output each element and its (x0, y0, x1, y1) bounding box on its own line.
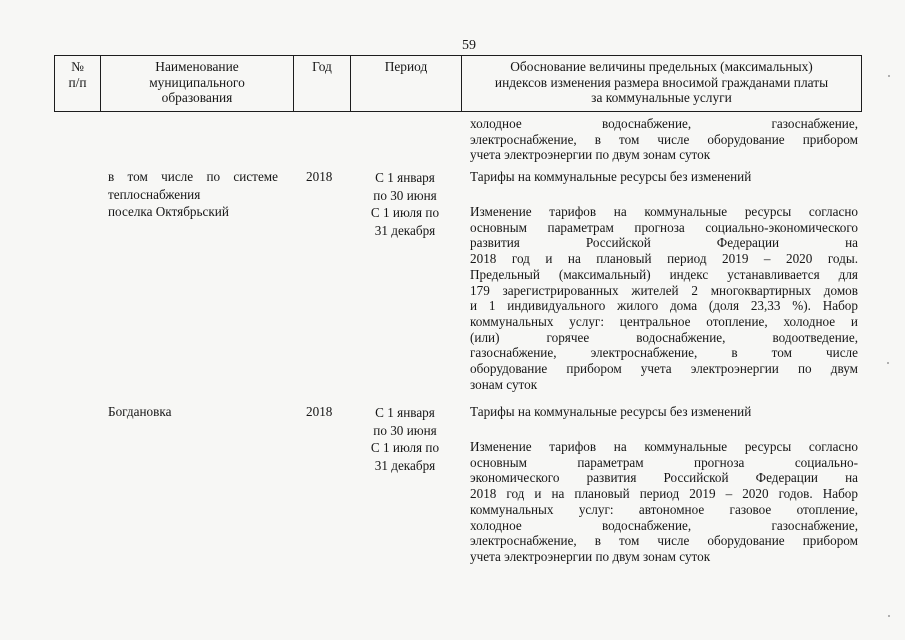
basis-line: зонам суток (470, 376, 538, 392)
basis-line: оборудование прибором учета электроэнергии по двум (470, 361, 858, 376)
basis-line: холодное водоснабжение, газоснабжение, (470, 517, 858, 533)
basis-line: электроснабжение, в том числе оборудование прибором (470, 131, 858, 147)
header-year: Год (312, 59, 332, 74)
period-line: С 1 июля по (370, 440, 440, 456)
scan-speck (888, 615, 890, 617)
basis-line: (или) горячее водоснабжение, водоотведение, (470, 329, 858, 345)
basis-line: коммунальных услуг: автономное газовое отопление, (470, 501, 858, 517)
table-header-bottom-border (54, 111, 862, 112)
basis-line: и 1 индивидуального жилого дома (доля 23,33 %). Набор (470, 298, 858, 314)
header-municipality: Наименование муниципального образования (149, 59, 245, 105)
basis-line: учета электроэнергии по двум зонам суток (470, 548, 711, 564)
header-basis: Обоснование величины предельных (максимальных) индексов изменения размера вносимой гражданами платы за коммунальные услуги (494, 59, 829, 105)
municipality-name-line: теплоснабжения (108, 186, 201, 202)
column-divider (861, 55, 862, 112)
page-number: 59 (462, 38, 476, 53)
basis-line: электроснабжение, в том числе оборудование прибором (470, 533, 858, 549)
basis-line: Изменение тарифов на коммунальные ресурсы согласно (470, 204, 858, 219)
basis-line: основным параметрам прогноза социально-экономического (470, 219, 858, 235)
basis-line: развития Российской Федерации на (470, 235, 858, 251)
basis-line: учета электроэнергии по двум зонам суток (470, 147, 711, 163)
period-line: 31 декабря (374, 457, 436, 473)
scan-speck (888, 75, 890, 77)
basis-line: Изменение тарифов на коммунальные ресурсы согласно (470, 439, 858, 454)
period-line: С 1 января (375, 405, 435, 420)
period-line: по 30 июня (373, 187, 437, 203)
municipality-name-line: поселка Октябрьский (108, 204, 229, 219)
period-line: по 30 июня (373, 422, 437, 438)
period-line: 31 декабря (374, 222, 436, 238)
basis-line: основным параметрам прогноза социально- (470, 454, 858, 470)
basis-line: экономического развития Российской Федерации на (470, 470, 858, 486)
year-value: 2018 (306, 169, 333, 184)
basis-line: 179 зарегистрированных жителей 2 многоквартирных домов (470, 282, 858, 298)
basis-line: 2018 год и на плановый период 2019 – 2020 годов. Набор (470, 486, 858, 502)
municipality-name-line: Богдановка (108, 404, 172, 419)
basis-line: газоснабжение, электроснабжение, в том числе (470, 345, 858, 361)
period-line: С 1 июля по (370, 205, 440, 221)
table-top-border (54, 55, 862, 56)
header-number: № п/п (68, 59, 87, 90)
period-line: С 1 января (375, 170, 435, 185)
basis-line: холодное водоснабжение, газоснабжение, (470, 116, 858, 131)
header-period: Период (384, 59, 428, 74)
basis-line: 2018 год и на плановый период 2019 – 2020 годы. (470, 251, 858, 267)
municipality-name-line: в том числе по системе (108, 169, 278, 184)
scan-speck (887, 362, 889, 364)
basis-line: Предельный (максимальный) индекс устанавливается для (470, 266, 858, 282)
year-value: 2018 (306, 404, 333, 419)
basis-first-period: Тарифы на коммунальные ресурсы без изменений (470, 404, 752, 419)
basis-first-period: Тарифы на коммунальные ресурсы без изменений (470, 169, 752, 184)
basis-line: коммунальных услуг: центральное отопление, холодное и (470, 313, 858, 329)
